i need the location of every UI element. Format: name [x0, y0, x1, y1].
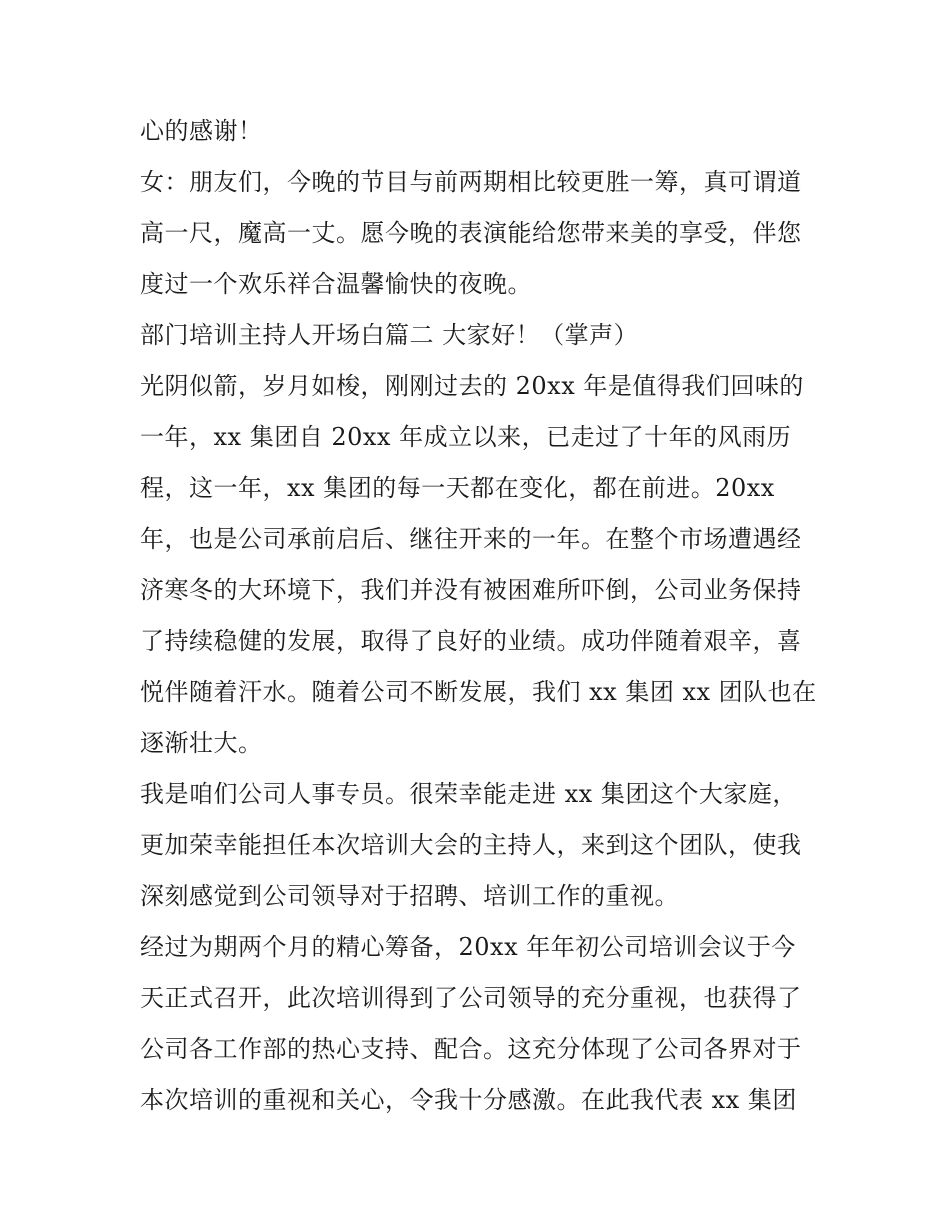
text-line: 年，也是公司承前启后、继往开来的一年。在整个市场遭遇经 [140, 525, 802, 553]
document-body [140, 106, 830, 1126]
text-line: 公司各工作部的热心支持、配合。这充分体现了公司各界对于 [140, 1035, 802, 1063]
text-line: 了持续稳健的发展，取得了良好的业绩。成功伴随着艰辛，喜 [140, 627, 802, 655]
text-line: 度过一个欢乐祥合温馨愉快的夜晚。 [140, 270, 532, 298]
text-line: 深刻感觉到公司领导对于招聘、培训工作的重视。 [140, 882, 679, 910]
text-line: 心的感谢！ [140, 117, 263, 145]
text-line: 本次培训的重视和关心，令我十分感激。在此我代表 xx 集团 [140, 1086, 797, 1114]
text-line: 一年，xx 集团自 20xx 年成立以来，已走过了十年的风雨历 [140, 423, 792, 451]
text-line: 悦伴随着汗水。随着公司不断发展，我们 xx 集团 xx 团队也在 [140, 678, 817, 706]
text-line: 程，这一年，xx 集团的每一天都在变化，都在前进。20xx [140, 474, 775, 502]
section-heading: 部门培训主持人开场白篇二 大家好！（掌声） [140, 321, 639, 349]
text-line: 更加荣幸能担任本次培训大会的主持人，来到这个团队，使我 [140, 831, 802, 859]
text-line: 经过为期两个月的精心筹备，20xx 年年初公司培训会议于今 [140, 933, 796, 961]
text-line: 天正式召开，此次培训得到了公司领导的充分重视，也获得了 [140, 984, 802, 1012]
text-line: 逐渐壮大。 [140, 729, 263, 757]
text-line: 光阴似箭，岁月如梭，刚刚过去的 20xx 年是值得我们回味的 [140, 372, 804, 400]
text-line: 我是咱们公司人事专员。很荣幸能走进 xx 集团这个大家庭， [140, 780, 797, 808]
text-line: 高一尺，魔高一丈。愿今晚的表演能给您带来美的享受，伴您 [140, 219, 802, 247]
text-line: 女：朋友们，今晚的节目与前两期相比较更胜一筹，真可谓道 [140, 168, 802, 196]
text-line: 济寒冬的大环境下，我们并没有被困难所吓倒，公司业务保持 [140, 576, 802, 604]
